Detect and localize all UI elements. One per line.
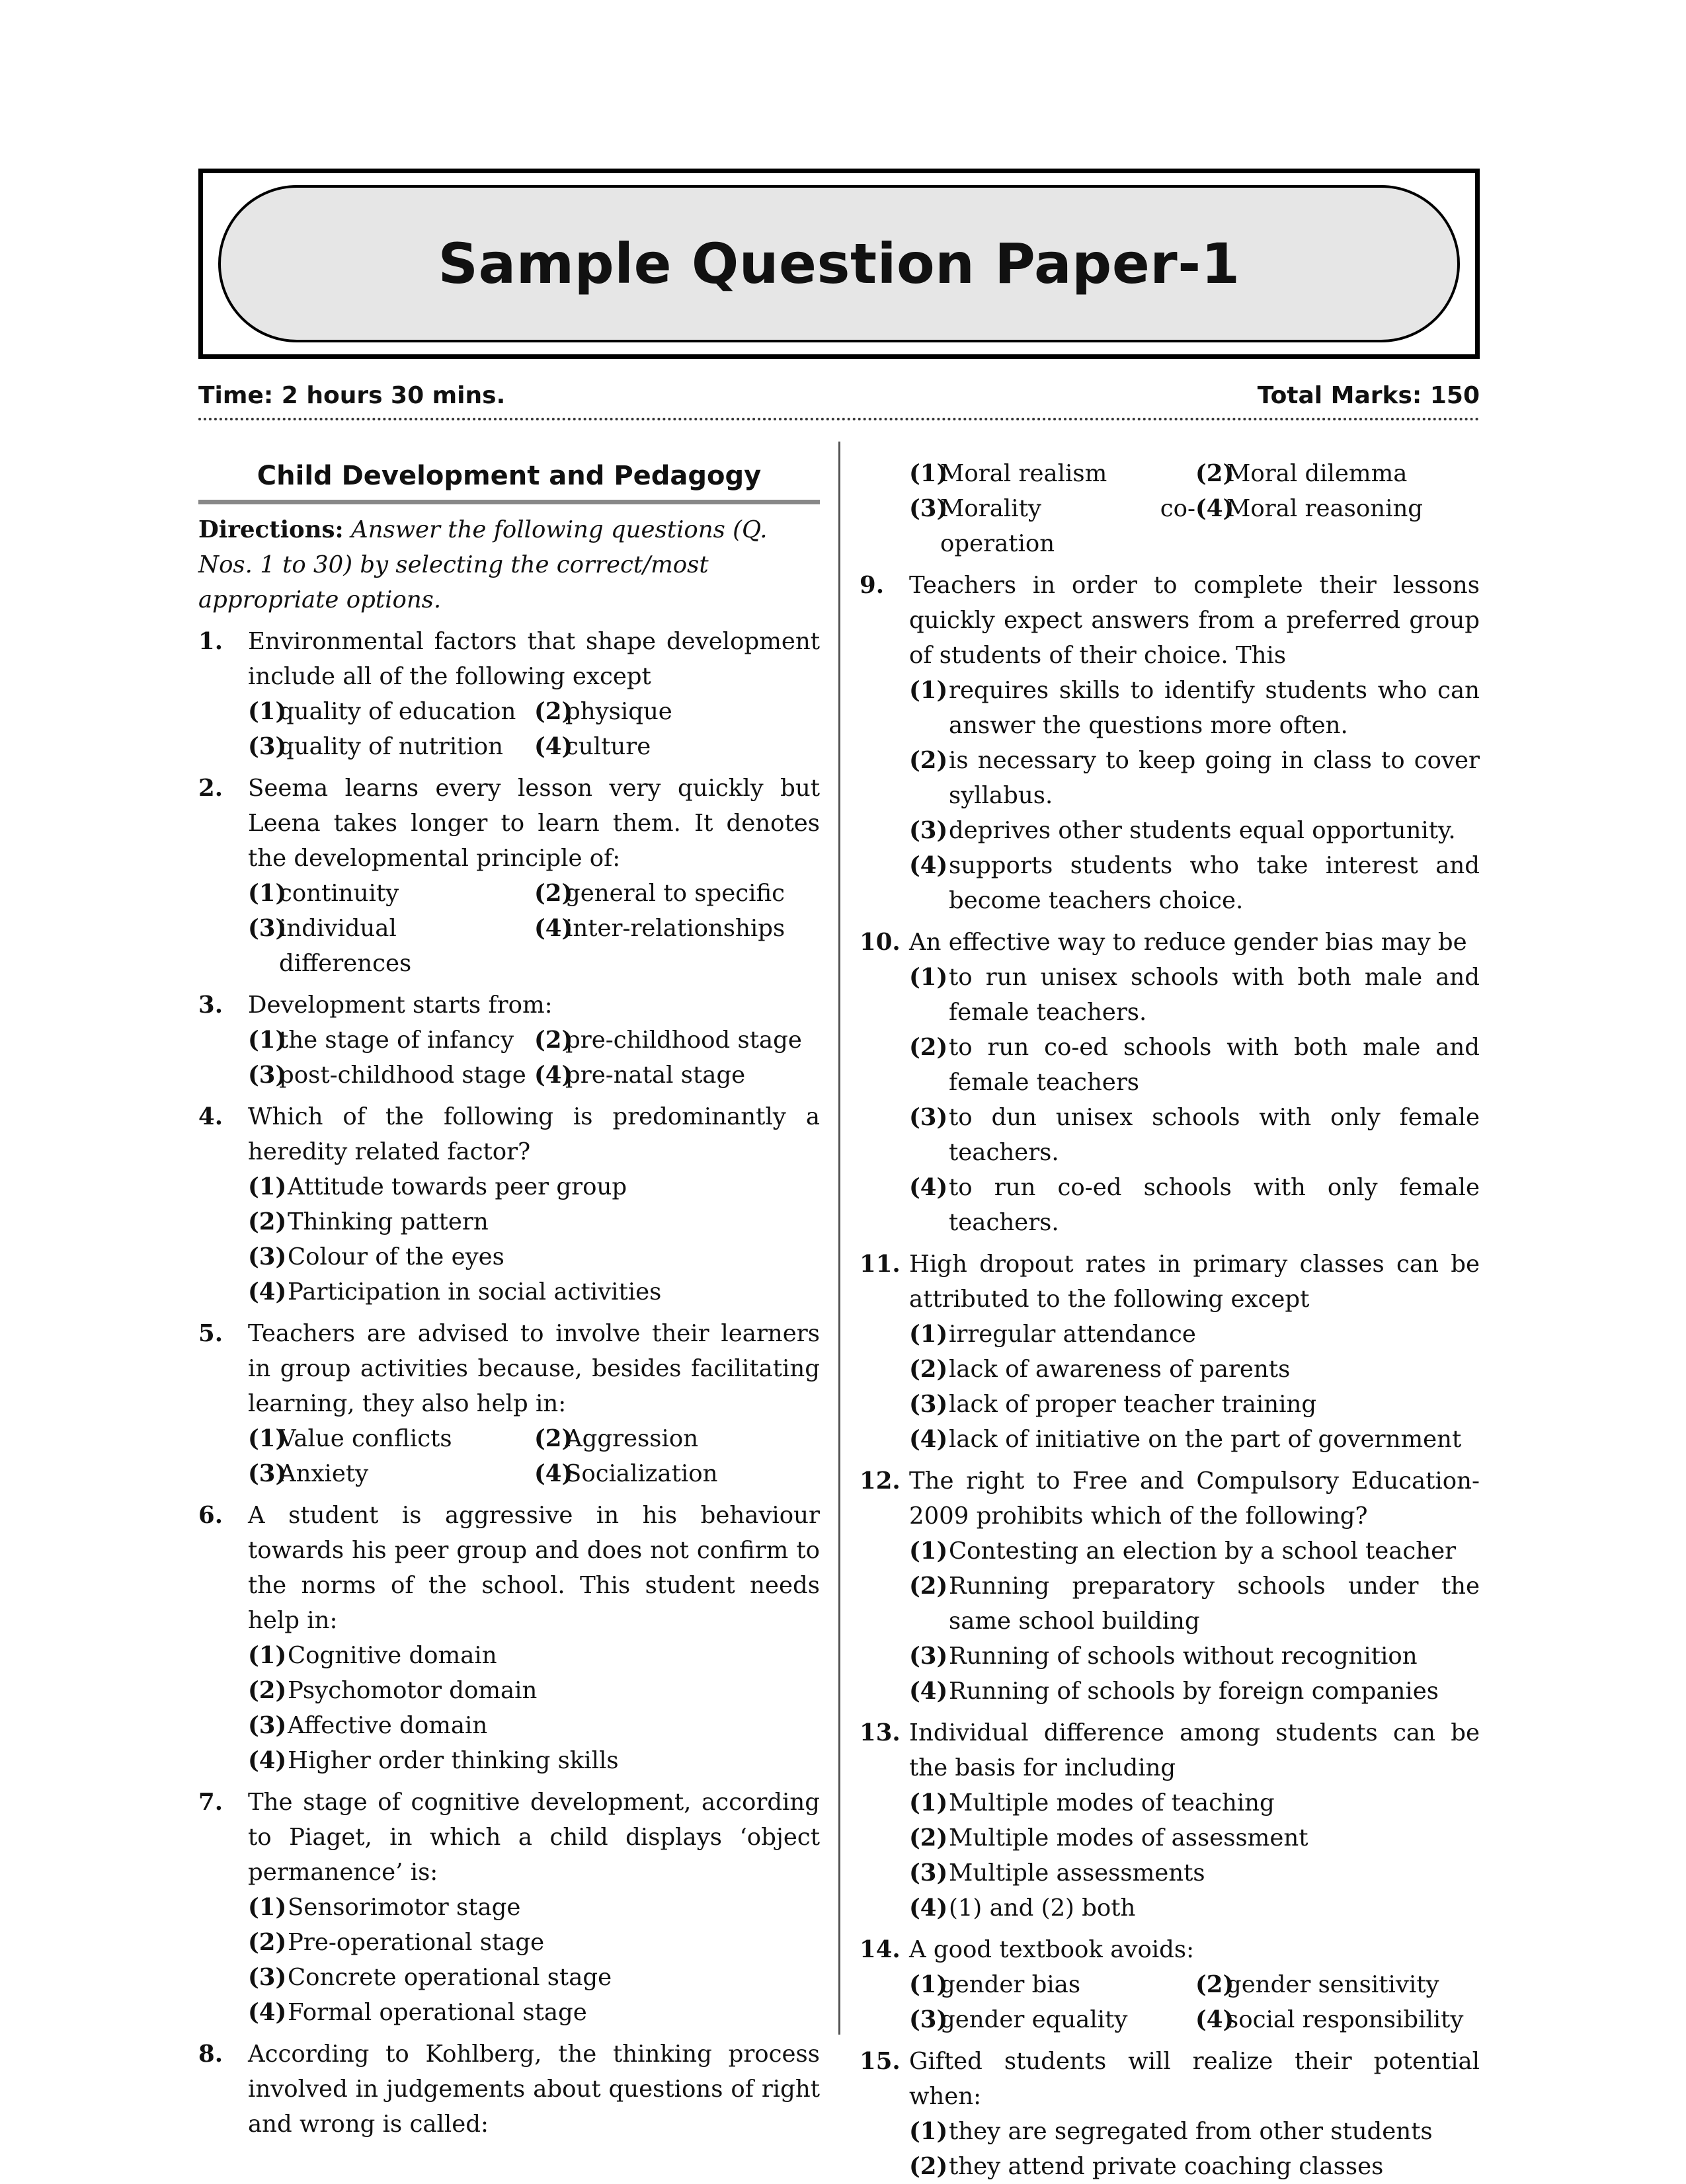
option[interactable] (248, 1023, 534, 1058)
option-text: gender sensitivity (1226, 1971, 1439, 1998)
option[interactable] (1195, 456, 1480, 491)
option-number: (3) (909, 1104, 948, 1131)
option-text: Higher order thinking skills (288, 1747, 619, 1774)
option-number: (4) (909, 1174, 948, 1201)
option-number: (4) (1195, 2006, 1234, 2033)
option-number: (2) (909, 1573, 948, 1600)
option-number: (1) (248, 1642, 287, 1669)
options (909, 456, 1480, 561)
option[interactable] (534, 1421, 820, 1456)
option-text: gender bias (940, 1971, 1081, 1998)
option-text: quality of education (279, 698, 516, 725)
option-text: lack of proper teacher training (949, 1391, 1317, 1418)
option-number: (2) (248, 1677, 287, 1704)
question-text: Development starts from: (248, 992, 553, 1019)
option[interactable] (248, 911, 534, 981)
option[interactable] (248, 729, 534, 764)
question-number: 8. (198, 2041, 223, 2068)
option-number: (4) (909, 1678, 948, 1705)
option-text: continuity (279, 880, 399, 907)
option-text: Pre-operational stage (288, 1929, 545, 1956)
option-number: (3) (248, 733, 287, 760)
options (248, 1421, 820, 1491)
left-column (198, 456, 820, 2142)
option-text: inter-relationships (565, 915, 785, 942)
option-number: (3) (248, 915, 287, 942)
option[interactable] (534, 1456, 820, 1491)
option[interactable] (909, 1352, 1480, 1387)
option-number: (2) (248, 1929, 287, 1956)
option-text: to run co-ed schools with only female teachers. (949, 1174, 1480, 1236)
option-number: (3) (909, 1643, 948, 1670)
option[interactable] (909, 1820, 1480, 1855)
question-text: The stage of cognitive development, according to Piaget, in which a child displays ‘object permanence’ is: (248, 1789, 820, 1886)
option-number: (3) (248, 1964, 287, 1991)
option[interactable] (248, 1743, 820, 1778)
option-text: quality of nutrition (279, 733, 504, 760)
option-text: to dun unisex schools with only female teachers. (949, 1104, 1480, 1166)
option-number: (2) (909, 2153, 948, 2180)
question-15 (860, 2044, 1480, 2184)
option-number: (2) (534, 1027, 573, 1054)
time-label: Time: 2 hours 30 mins. (198, 382, 506, 409)
question-7 (198, 1785, 820, 2030)
directions-label: Directions: (198, 516, 344, 543)
option-text: pre-childhood stage (565, 1027, 802, 1054)
option-text: Moral reasoning (1226, 495, 1424, 522)
options (248, 876, 820, 981)
option[interactable] (909, 813, 1480, 848)
options (248, 1023, 820, 1093)
directions-text: Answer the following questions (Q. Nos. 1 to 30) by selecting the correct/most appropriate options. (198, 516, 768, 613)
question-number: 7. (198, 1789, 223, 1816)
option[interactable] (248, 1239, 820, 1274)
option-text: Psychomotor domain (288, 1677, 538, 1704)
option[interactable] (248, 1995, 820, 2030)
option-text: Anxiety (279, 1460, 369, 1487)
option-text: supports students who take interest and become teachers choice. (949, 852, 1480, 914)
option-number: (2) (909, 1824, 948, 1852)
option[interactable] (909, 1674, 1480, 1709)
option-number: (3) (909, 495, 948, 522)
option-text: Running of schools without recognition (949, 1643, 1418, 1670)
option-number: (4) (534, 1460, 573, 1487)
option-text: physique (565, 698, 672, 725)
option-text: Value conflicts (279, 1425, 452, 1452)
page-title: Sample Question Paper-1 (438, 231, 1240, 296)
option-text: requires skills to identify students who can answer the questions more often. (949, 677, 1480, 739)
options (248, 694, 820, 764)
option-number: (2) (534, 1425, 573, 1452)
option-text: to run co-ed schools with both male and female teachers (949, 1034, 1480, 1096)
option-text: Running preparatory schools under the same school building (949, 1573, 1480, 1635)
option-number: (1) (909, 1321, 948, 1348)
option-text: Cognitive domain (288, 1642, 497, 1669)
option-number: (3) (909, 2006, 948, 2033)
question-11 (860, 1247, 1480, 1457)
option-number: (1) (909, 460, 948, 487)
right-column (860, 456, 1480, 2184)
option-number: (4) (248, 1999, 287, 2026)
question-9 (860, 568, 1480, 918)
question-14 (860, 1932, 1480, 2037)
option-text: Aggression (565, 1425, 699, 1452)
option-text: irregular attendance (949, 1321, 1196, 1348)
option-text: to run unisex schools with both male and female teachers. (949, 964, 1480, 1026)
option-text: Sensorimotor stage (288, 1894, 521, 1921)
option[interactable] (909, 1317, 1480, 1352)
option-number: (1) (909, 964, 948, 991)
question-number: 15. (860, 2048, 901, 2075)
option[interactable] (909, 2149, 1480, 2184)
option-text: lack of awareness of parents (949, 1356, 1291, 1383)
option[interactable] (909, 1170, 1480, 1240)
option[interactable] (534, 911, 820, 981)
question-4 (198, 1099, 820, 1309)
option-number: (2) (1195, 460, 1234, 487)
option-text: Concrete operational stage (288, 1964, 612, 1991)
question-text: A good textbook avoids: (909, 1936, 1195, 1963)
option-text: they are segregated from other students (949, 2118, 1433, 2145)
option-text: social responsibility (1226, 2006, 1464, 2033)
option-text: Running of schools by foreign companies (949, 1678, 1439, 1705)
question-5 (198, 1316, 820, 1491)
option-number: (3) (909, 817, 948, 844)
option-number: (2) (248, 1208, 287, 1235)
question-text: Gifted students will realize their potential when: (909, 2048, 1480, 2110)
option-text: Attitude towards peer group (288, 1173, 627, 1200)
option-number: (4) (909, 1426, 948, 1453)
option[interactable] (248, 1638, 820, 1673)
options (909, 1967, 1480, 2037)
option[interactable] (534, 694, 820, 729)
option-number: (3) (909, 1391, 948, 1418)
option[interactable] (909, 1534, 1480, 1569)
option[interactable] (534, 1058, 820, 1093)
option-text: Socialization (565, 1460, 718, 1487)
question-number: 2. (198, 775, 223, 802)
option[interactable] (248, 1925, 820, 1960)
option-text: culture (565, 733, 651, 760)
option-text: Morality co-operation (940, 495, 1195, 557)
option-text: Moral dilemma (1226, 460, 1408, 487)
question-3 (198, 988, 820, 1093)
question-text: Seema learns every lesson very quickly but Leena takes longer to learn them. It denotes the developmental principle of: (248, 775, 820, 872)
option[interactable] (248, 876, 534, 911)
option[interactable] (248, 1274, 820, 1309)
option[interactable] (909, 1967, 1195, 2002)
option-text: is necessary to keep going in class to cover syllabus. (949, 747, 1480, 809)
title-banner (218, 185, 1460, 342)
question-text: According to Kohlberg, the thinking process involved in judgements about questions of right and wrong is called: (248, 2041, 820, 2138)
question-number: 3. (198, 992, 223, 1019)
option-text: Multiple modes of teaching (949, 1789, 1275, 1816)
option[interactable] (909, 1422, 1480, 1457)
question-6 (198, 1498, 820, 1778)
question-text: High dropout rates in primary classes can be attributed to the following except (909, 1251, 1480, 1313)
option[interactable] (248, 694, 534, 729)
option-number: (2) (534, 698, 573, 725)
option-text: Multiple modes of assessment (949, 1824, 1308, 1852)
question-number: 11. (860, 1251, 901, 1278)
option[interactable] (909, 1387, 1480, 1422)
option[interactable] (248, 1169, 820, 1204)
option-number: (1) (248, 698, 287, 725)
question-1 (198, 624, 820, 764)
option-text: Moral realism (940, 460, 1107, 487)
column-divider (838, 442, 840, 2035)
option[interactable] (909, 1891, 1480, 1926)
option[interactable] (248, 1890, 820, 1925)
option-text: Affective domain (288, 1712, 488, 1739)
option-number: (4) (909, 1894, 948, 1922)
option-number: (4) (534, 1062, 573, 1089)
option-text: deprives other students equal opportunity. (949, 817, 1456, 844)
option[interactable] (909, 2114, 1480, 2149)
option-number: (2) (909, 1034, 948, 1061)
option-text: they attend private coaching classes (949, 2153, 1384, 2180)
option-text: the stage of infancy (279, 1027, 514, 1054)
question-number: 13. (860, 1719, 901, 1746)
option-text: gender equality (940, 2006, 1128, 2033)
option-number: (1) (248, 1173, 287, 1200)
option-number: (1) (909, 1789, 948, 1816)
option-number: (4) (909, 852, 948, 879)
option-text: Colour of the eyes (288, 1243, 504, 1270)
option-text: Thinking pattern (288, 1208, 489, 1235)
option[interactable] (1195, 491, 1480, 561)
question-12 (860, 1463, 1480, 1709)
option[interactable] (909, 2002, 1195, 2037)
question-text: Which of the following is predominantly a heredity related factor? (248, 1103, 820, 1165)
option[interactable] (909, 1785, 1480, 1820)
option-text: pre-natal stage (565, 1062, 746, 1089)
option-text: (1) and (2) both (949, 1894, 1136, 1922)
option[interactable] (248, 1204, 820, 1239)
option-number: (3) (248, 1243, 287, 1270)
option-text: post-childhood stage (279, 1062, 526, 1089)
option-text: Contesting an election by a school teacher (949, 1538, 1457, 1565)
option-number: (1) (248, 880, 287, 907)
option-number: (1) (909, 1971, 948, 1998)
option[interactable] (909, 743, 1480, 813)
option-number: (2) (909, 1356, 948, 1383)
question-text: An effective way to reduce gender bias may be (909, 929, 1467, 956)
question-text: The right to Free and Compulsory Education-2009 prohibits which of the following? (909, 1467, 1480, 1530)
option-number: (1) (909, 2118, 948, 2145)
option[interactable] (909, 491, 1195, 561)
option-text: Formal operational stage (288, 1999, 587, 2026)
option-number: (4) (534, 733, 573, 760)
option-number: (2) (909, 747, 948, 774)
option[interactable] (248, 1456, 534, 1491)
option-number: (1) (248, 1894, 287, 1921)
option[interactable] (909, 1639, 1480, 1674)
option-number: (4) (248, 1747, 287, 1774)
option[interactable] (534, 1023, 820, 1058)
option[interactable] (1195, 2002, 1480, 2037)
option[interactable] (248, 1673, 820, 1708)
option-number: (1) (909, 1538, 948, 1565)
option-number: (1) (248, 1425, 287, 1452)
option-number: (3) (248, 1062, 287, 1089)
option-number: (4) (1195, 495, 1234, 522)
directions (198, 512, 820, 617)
exam-meta (198, 382, 1480, 415)
option[interactable] (909, 848, 1480, 918)
option-text: individual differences (279, 915, 412, 977)
option-text: Multiple assessments (949, 1859, 1205, 1887)
option[interactable] (909, 960, 1480, 1030)
option-number: (1) (909, 677, 948, 704)
question-number: 1. (198, 628, 223, 655)
question-text: Teachers in order to complete their lessons quickly expect answers from a preferred group of students of their choice. This (909, 572, 1480, 669)
option-number: (4) (248, 1278, 287, 1306)
option[interactable] (909, 1855, 1480, 1891)
option-text: Participation in social activities (288, 1278, 662, 1306)
option-number: (4) (534, 915, 573, 942)
option[interactable] (909, 673, 1480, 743)
question-10 (860, 925, 1480, 1240)
option-number: (3) (909, 1859, 948, 1887)
option[interactable] (909, 456, 1195, 491)
section-title: Child Development and Pedagogy (198, 456, 820, 504)
question-number: 10. (860, 929, 901, 956)
option[interactable] (909, 1569, 1480, 1639)
question-number: 6. (198, 1502, 223, 1529)
option[interactable] (248, 1708, 820, 1743)
question-8-options (860, 456, 1480, 561)
option[interactable] (534, 876, 820, 911)
option[interactable] (1195, 1967, 1480, 2002)
question-number: 4. (198, 1103, 223, 1130)
option-text: general to specific (565, 880, 785, 907)
option[interactable] (248, 1058, 534, 1093)
question-number: 14. (860, 1936, 901, 1963)
option-text: lack of initiative on the part of government (949, 1426, 1462, 1453)
question-text: Individual difference among students can be the basis for including (909, 1719, 1480, 1781)
question-text: A student is aggressive in his behaviour towards his peer group and does not confirm to the norms of the school. This student needs help in: (248, 1502, 820, 1634)
total-marks-label: Total Marks: 150 (1257, 382, 1480, 409)
question-number: 5. (198, 1320, 223, 1347)
question-8 (198, 2037, 820, 2142)
option[interactable] (909, 1100, 1480, 1170)
option-number: (1) (248, 1027, 287, 1054)
option[interactable] (248, 1960, 820, 1995)
question-2 (198, 771, 820, 981)
option-number: (3) (248, 1712, 287, 1739)
question-number: 12. (860, 1467, 901, 1495)
option[interactable] (909, 1030, 1480, 1100)
question-13 (860, 1715, 1480, 1926)
option[interactable] (248, 1421, 534, 1456)
question-number: 9. (860, 572, 885, 599)
question-text: Environmental factors that shape development include all of the following except (248, 628, 820, 690)
option-number: (2) (1195, 1971, 1234, 1998)
question-text: Teachers are advised to involve their learners in group activities because, besides facilitating learning, they also help in: (248, 1320, 820, 1417)
option-number: (2) (534, 880, 573, 907)
option-number: (3) (248, 1460, 287, 1487)
option[interactable] (534, 729, 820, 764)
dotted-divider (198, 418, 1480, 420)
